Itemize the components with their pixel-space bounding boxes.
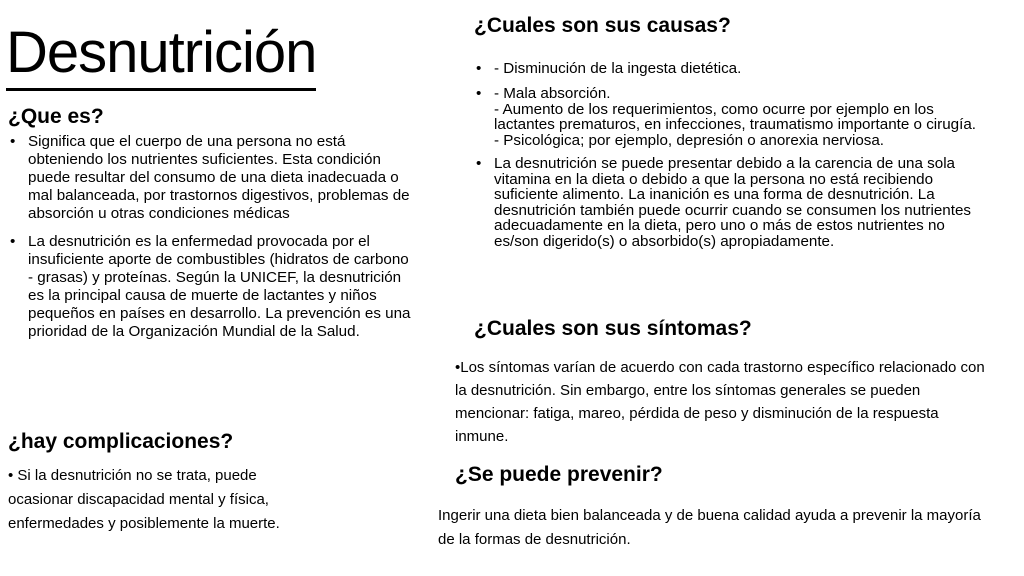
- que-es-list: [8, 133, 418, 341]
- complicaciones-text: • Si la desnutrición no se trata, puede ocasionar discapacidad mental y física, enfermedades y posiblemente la muerte.: [8, 467, 280, 532]
- que-es-bullet: • La desnutrición es la enfermedad provocada por el insuficiente aporte de combustibles (hidratos de carbono - grasas) y proteínas. Según la UNICEF, la desnutrición es la principal causa de muerte de lactantes y niños pequeños en países en desarrollo. La prevención es una prioridad de la Organización Mundial de la Salud.: [8, 233, 418, 341]
- causas-subline: - Psicológica; por ejemplo, depresión o anorexia nerviosa.: [494, 131, 885, 149]
- causas-subline: - Aumento de los requerimientos, como ocurre por ejemplo en los lactantes prematuros, en infecciones, traumatismo importante o cirugía.: [494, 100, 977, 133]
- causas-subline: • - Mala absorción.: [494, 85, 611, 102]
- sintomas-text: •Los síntomas varían de acuerdo con cada trastorno específico relacionado con la desnutrición. Sin embargo, entre los síntomas generales se pueden mencionar: fatiga, mareo, pérdida de peso y disminución de la respuesta inmune.: [455, 359, 985, 445]
- sintomas-heading: ¿Cuales son sus síntomas?: [474, 317, 752, 340]
- prevenir-heading: ¿Se puede prevenir?: [455, 463, 663, 486]
- causas-list: [474, 60, 989, 249]
- causas-bullet: • La desnutrición se puede presentar debido a la carencia de una sola vitamina en la dieta o debido a que la persona no está recibiendo suficiente alimento. La inanición es una forma de desnutrición. La desnutrición también puede ocurrir cuando se consumen los nutrientes adecuadamente en la dieta, pero uno o más de estos nutrientes no es/son digerido(s) o absorbido(s) apropiadamente.: [474, 156, 989, 249]
- causas-bullet: • - Disminución de la ingesta dietética.: [474, 60, 989, 78]
- causas-bullet: [474, 86, 989, 148]
- causas-heading: ¿Cuales son sus causas?: [474, 14, 731, 37]
- que-es-heading: ¿Que es?: [8, 105, 104, 128]
- prevenir-text: Ingerir una dieta bien balanceada y de buena calidad ayuda a prevenir la mayoría de la formas de desnutrición.: [438, 507, 981, 548]
- complicaciones-heading: ¿hay complicaciones?: [8, 430, 234, 453]
- slide-title: Desnutrición: [6, 18, 316, 91]
- que-es-bullet: • Significa que el cuerpo de una persona no está obteniendo los nutrientes suficientes. Esta condición puede resultar del consumo de una dieta inadecuada o mal balanceada, por trastornos digestivos, problemas de absorción u otras condiciones médicas: [8, 133, 418, 223]
